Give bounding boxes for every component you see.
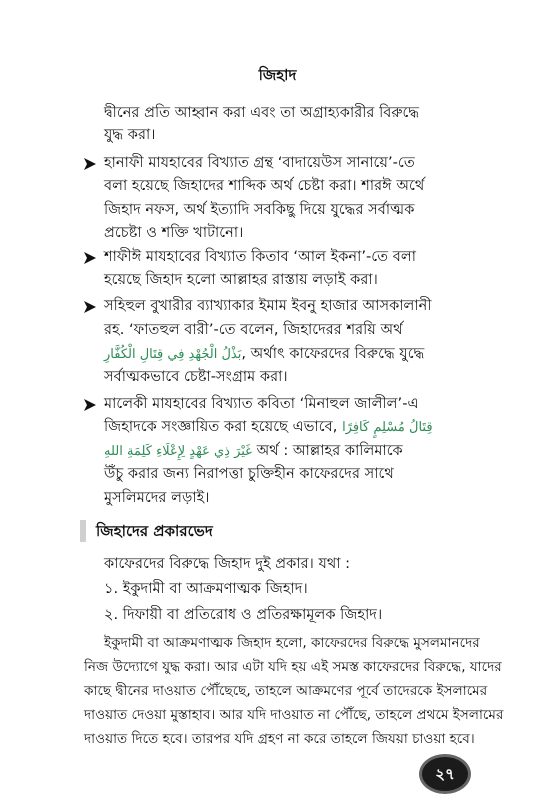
bullet-line: সর্বাত্মকভাবে চেষ্টা-সংগ্রাম করা। — [104, 368, 288, 385]
bullet-arrow-icon — [82, 250, 98, 266]
bullet-line: মুসলিমদের লড়াই। — [104, 489, 210, 506]
bullet-line: মালেকী মাযহাবের বিখ্যাত কবিতা ‘মিনাহুল জালীল’-এ — [104, 395, 419, 412]
arabic-phrase: قِتَالُ مُسْلِمٍ كَافِرًا — [342, 420, 433, 435]
bullet-arrow-icon — [82, 299, 98, 315]
section-heading-bar — [80, 520, 86, 542]
arabic-phrase: غَيْرَ ذِي عَهْدٍ لِإِعْلَاءِ كَلِمَةِ اللهِ — [104, 444, 252, 459]
paragraph-line: কাছে দ্বীনের দাওয়াত পৌঁছেছে, তাহলে আক্রমণের পূর্বে তাদেরকে ইসলামের — [84, 683, 488, 699]
bullet-line: প্রচেষ্টা ও শক্তি খাটানো। — [104, 224, 244, 241]
paragraph-line: নিজ উদ্যোগে যুদ্ধ করা। আর এটা যদি হয় এই সমস্ত কাফেরদের বিরুদ্ধে, যাদের — [84, 659, 502, 675]
bullet-line — [104, 417, 433, 438]
section-heading: জিহাদের প্রকারভেদ — [96, 522, 213, 540]
bullet-arabic-line — [104, 344, 424, 365]
bullet-arabic-translation: , অর্থাৎ কাফেরদের বিরুদ্ধে যুদ্ধে — [241, 345, 425, 362]
bullet-text: জিহাদকে সংজ্ঞায়িত করা হয়েছে এভাবে, — [104, 418, 338, 435]
bullet-line: বলা হয়েছে জিহাদের শাব্দিক অর্থ চেষ্টা করা। শারঈ অর্থে — [104, 177, 425, 194]
bullet-line: জিহাদ নফস, অর্থ ইত্যাদি সবকিছু দিয়ে যুদ্ধের সর্বাত্মক — [104, 201, 415, 218]
bullet-line: শাফীঈ মাযহাবের বিখ্যাত কিতাব ‘আল ইকনা’-তে বলা — [104, 248, 416, 265]
bullet-arrow-icon — [82, 156, 98, 172]
paragraph-line: ইকুদামী বা আক্রমণাত্মক জিহাদ হলো, কাফেরদের বিরুদ্ধে মুসলমানদের — [104, 635, 480, 651]
running-head: জিহাদ — [258, 66, 297, 84]
bullet-line: হয়েছে জিহাদ হলো আল্লাহর রাস্তায় লড়াই করা। — [104, 271, 378, 288]
paragraph-line: দাওয়াত দিতে হবে। তারপর যদি গ্রহণ না করে তাহলে জিযয়া চাওয়া হবে। — [84, 731, 475, 747]
bullet-line: সহিহুল বুখারীর ব্যাখ্যাকার ইমাম ইবনু হাজার আসকালানী — [104, 297, 432, 314]
bullet-arabic-line — [104, 441, 403, 462]
intro-line: যুদ্ধ করা। — [104, 126, 156, 143]
bullet-line: রহ. ‘ফাতহুল বারী’-তে বলেন, জিহাদেরর শরয়ি অর্থ — [104, 321, 403, 338]
bullet-arabic-translation: অর্থ : আল্লাহর কালিমাকে — [256, 442, 403, 459]
paragraph-line: দাওয়াত দেওয়া মুস্তাহাব। আর যদি দাওয়াত না পৌঁছে, তাহলে প্রথমে ইসলামের — [84, 707, 504, 723]
intro-line: দ্বীনের প্রতি আহ্বান করা এবং তা অগ্রাহ্যকারীর বিরুদ্ধে — [104, 104, 420, 121]
section-intro: কাফেরদের বিরুদ্ধে জিহাদ দুই প্রকার। যথা : — [104, 555, 351, 572]
page-number-badge: ২৭ — [419, 754, 471, 794]
bullet-arrow-icon — [82, 397, 98, 413]
type-item: ১. ইকুদামী বা আক্রমণাত্মক জিহাদ। — [104, 580, 308, 597]
type-item: ২. দিফায়ী বা প্রতিরোধ ও প্রতিরক্ষামূলক জিহাদ। — [104, 606, 383, 623]
arabic-phrase: بَذْلُ الْجُهْدِ فِي قِتَالِ الْكُفَّارِ — [104, 347, 242, 362]
bullet-line: হানাফী মাযহাবের বিখ্যাত গ্রন্থ ‘বাদায়েউস সানায়ে’-তে — [104, 154, 415, 171]
bullet-line: উঁচু করার জন্য নিরাপত্তা চুক্তিহীন কাফেরদের সাথে — [104, 465, 394, 482]
